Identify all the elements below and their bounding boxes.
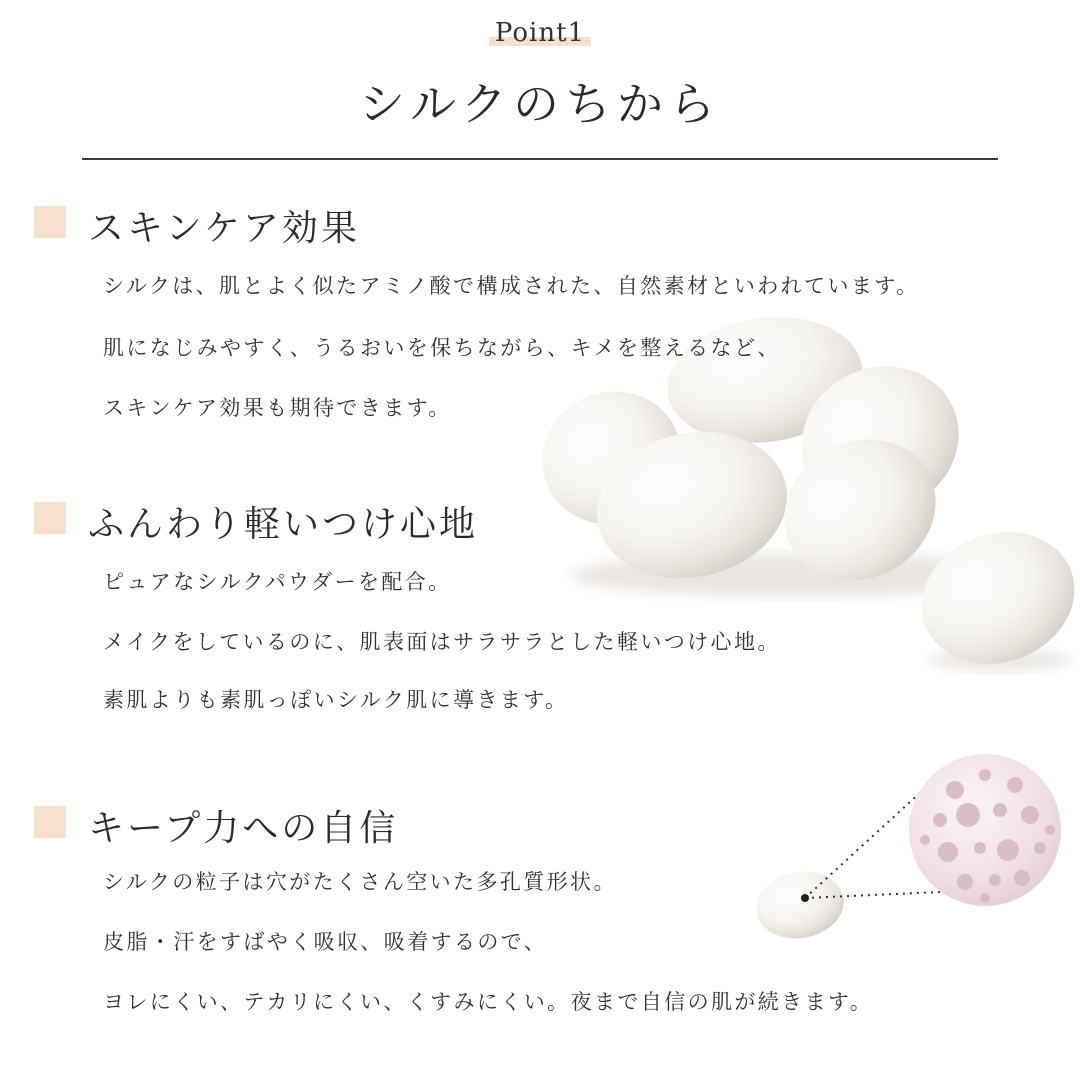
section-1-line-2: 肌になじみやすく、うるおいを保ちながら、キメを整えるなど、 [103, 336, 781, 360]
section-3-line-3: ヨレにくい、テカリにくい、くすみにくい。夜まで自信の肌が続きます。 [103, 990, 874, 1014]
section-2-line-2: メイクをしているのに、肌表面はサラサラとした軽いつけ心地。 [103, 630, 781, 654]
point-label-text: Point1 [491, 18, 589, 48]
section-2-line-1: ピュアなシルクパウダーを配合。 [103, 570, 452, 594]
section-2-title: ふんわり軽いつけ心地 [88, 504, 479, 545]
section-3-marker [34, 806, 66, 838]
section-3-line-2: 皮脂・汗をすばやく吸収、吸着するので、 [103, 930, 548, 954]
section-1-marker [34, 206, 66, 238]
section-1-line-1: シルクは、肌とよく似たアミノ酸で構成された、自然素材といわれています。 [103, 274, 920, 298]
section-1-title: スキンケア効果 [88, 208, 360, 249]
section-2-line-3: 素肌よりも素肌っぽいシルク肌に導きます。 [103, 688, 569, 712]
section-3-line-1: シルクの粒子は穴がたくさん空いた多孔質形状。 [103, 870, 617, 894]
section-3-title: キープ力への自信 [88, 808, 399, 849]
section-1-line-3: スキンケア効果も期待できます。 [103, 396, 452, 420]
section-2-marker [34, 502, 66, 534]
page-title: シルクのちから [359, 77, 721, 131]
